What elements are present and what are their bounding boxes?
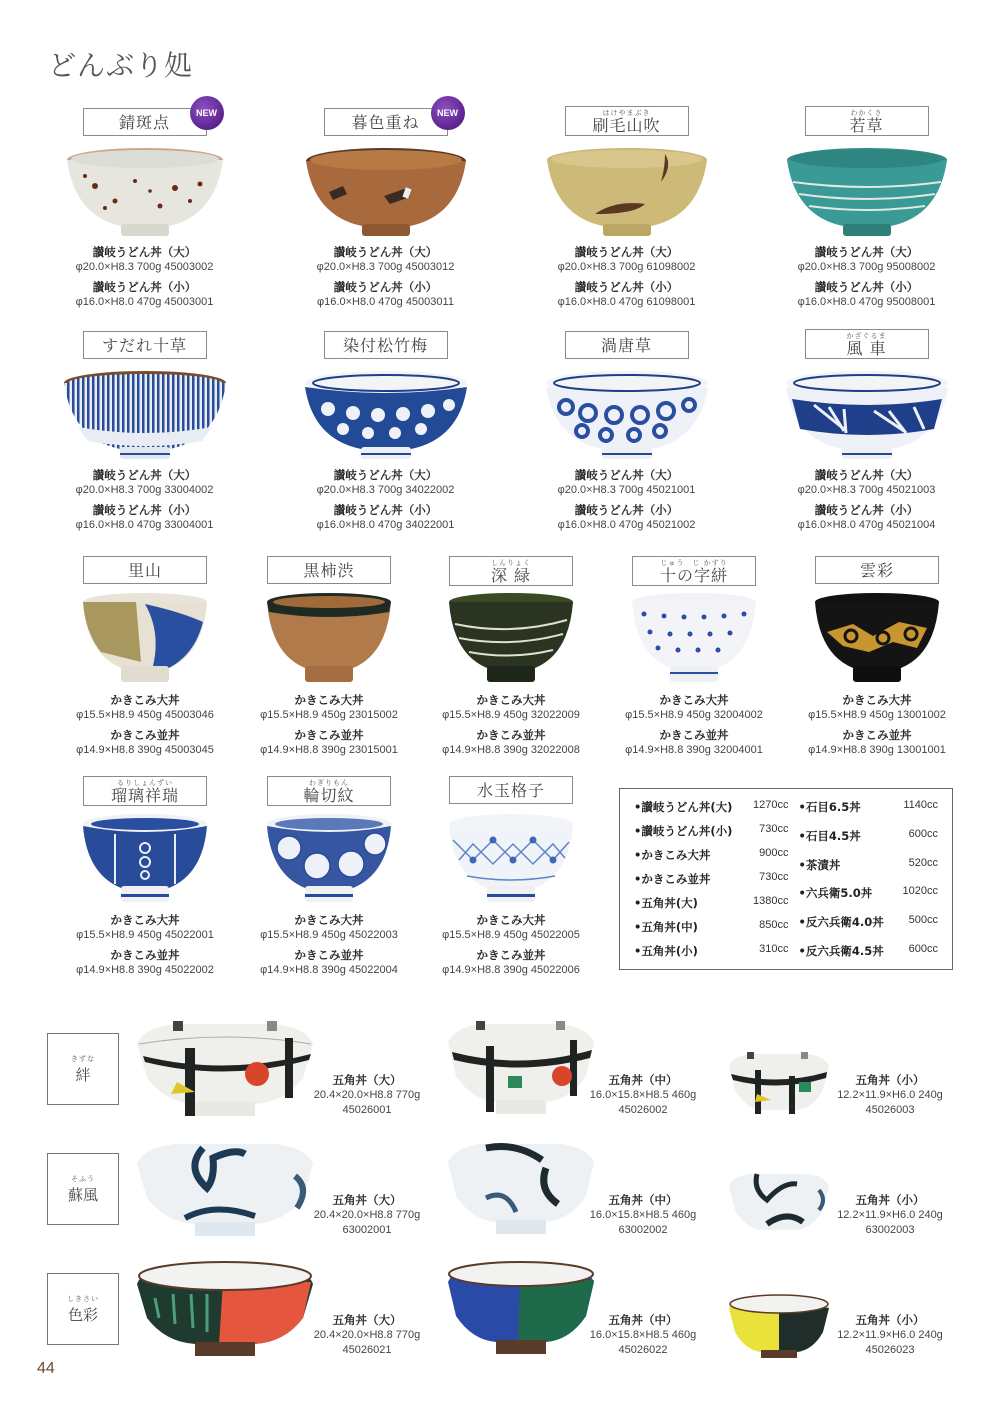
- kakikomi-bowl-unsai-icon: [813, 592, 941, 686]
- capacity-table: [619, 788, 953, 970]
- kakikomi-bowl-shinryoku-icon: [447, 592, 575, 686]
- capacity-row: •反六兵衛4.0丼 500cc: [798, 914, 938, 930]
- udon-bowl-brown-icon: [304, 146, 468, 238]
- product-sabihanten[interactable]: 錆斑点 NEW 讃岐うどん丼（大） φ20.0×H8.3 700g 45003002 讃岐うどん丼（小） φ16.0×H8.0 470g 45003001: [57, 108, 232, 314]
- pentagon-spec: 五角丼（大） 20.4×20.0×H8.8 770g 45026021: [313, 1313, 421, 1356]
- kakikomi-bowl-satoyama-icon: [81, 592, 209, 686]
- capacity-row: •五角丼(小) 310cc: [634, 943, 789, 958]
- product-mizutamagoushi[interactable]: 水玉格子 かきこみ大丼 φ15.5×H8.9 450g 45022005 かきこみ並丼 φ14.9×H8.8 390g 45022006: [430, 776, 592, 982]
- product-satoyama[interactable]: 里山 かきこみ大丼 φ15.5×H8.9 450g 45003046 かきこみ並丼 φ14.9×H8.8 390g 45003045: [64, 556, 226, 762]
- pentagon-spec: 五角丼（中） 16.0×15.8×H8.5 460g 45026002: [589, 1073, 697, 1116]
- capacity-row: •石目6.5丼 1140cc: [798, 799, 938, 814]
- bowl-image: [430, 812, 592, 906]
- udon-bowl-pinwheel-icon: [784, 369, 950, 461]
- bowl-image: [298, 146, 473, 238]
- capacity-row: •かきこみ並丼 730cc: [634, 871, 789, 886]
- series-label-sofu: そふう 蘇風: [47, 1153, 119, 1225]
- capacity-row: •讃岐うどん丼(小) 730cc: [634, 823, 789, 838]
- udon-bowl-swirl-icon: [544, 369, 710, 461]
- pentagon-spec: 五角丼（小） 12.2×11.9×H6.0 240g 45026003: [837, 1073, 943, 1116]
- pentagon-spec: 五角丼（小） 12.2×11.9×H6.0 240g 63002003: [837, 1193, 943, 1236]
- new-badge: NEW: [190, 96, 224, 130]
- pentagon-bowl-kizuna-small-icon: [727, 1050, 831, 1118]
- series-label-shikisai: しきさい 色彩: [47, 1273, 119, 1345]
- pentagon-bowl-shikisai-small-icon: [727, 1292, 831, 1360]
- capacity-column-right: [798, 799, 938, 959]
- series-label: るりしょんずい 瑠璃祥瑞: [83, 776, 207, 806]
- bowl-image: [539, 146, 714, 238]
- bowl-image: [57, 369, 232, 461]
- series-label: はけやまぶき 刷毛山吹: [565, 106, 689, 136]
- bowl-image: [779, 369, 954, 461]
- series-label: しんりょく 深 緑: [449, 556, 573, 586]
- series-label: 水玉格子: [449, 776, 573, 804]
- udon-bowl-teal-icon: [785, 146, 949, 238]
- pentagon-bowl-sofu-small-icon: [727, 1170, 831, 1238]
- series-label: わぎりもん 輪切紋: [267, 776, 391, 806]
- product-wakakusa[interactable]: わかくさ 若草 讃岐うどん丼（大） φ20.0×H8.3 700g 95008002 讃岐うどん丼（小） φ16.0×H8.0 470g 95008001: [779, 106, 954, 314]
- bowl-image: [539, 369, 714, 461]
- product-boshokugasane[interactable]: 暮色重ね NEW 讃岐うどん丼（大） φ20.0×H8.3 700g 45003012 讃岐うどん丼（小） φ16.0×H8.0 470g 45003011: [298, 108, 473, 314]
- product-hakeyamabuki[interactable]: はけやまぶき 刷毛山吹 讃岐うどん丼（大） φ20.0×H8.3 700g 61098002 讃岐うどん丼（小） φ16.0×H8.0 470g 61098001: [539, 106, 714, 314]
- capacity-column-left: [634, 799, 788, 959]
- udon-bowl-yellow-icon: [545, 146, 709, 238]
- pentagon-bowl-kizuna-large-icon: [135, 1018, 315, 1118]
- udon-bowl-stripes-icon: [62, 369, 228, 461]
- series-label: 染付松竹梅: [324, 331, 448, 359]
- series-label: 黒柿渋: [267, 556, 391, 584]
- product-shinryoku[interactable]: しんりょく 深 緑 かきこみ大丼 φ15.5×H8.9 450g 32022009 かきこみ並丼 φ14.9×H8.8 390g 32022008: [430, 556, 592, 762]
- product-junojikasuri[interactable]: じゅう じ かすり 十の字絣 かきこみ大丼 φ15.5×H8.9 450g 32004002 かきこみ並丼 φ14.9×H8.8 390g 32004001: [613, 556, 775, 762]
- new-badge: NEW: [431, 96, 465, 130]
- bowl-image: [613, 592, 775, 686]
- series-label: 雲彩: [815, 556, 939, 584]
- udon-bowl-speckled-icon: [65, 146, 225, 238]
- capacity-row: •茶漬丼 520cc: [798, 856, 938, 872]
- kakikomi-bowl-kurokakishibu-icon: [265, 592, 393, 686]
- capacity-row: •かきこみ大丼 900cc: [634, 847, 789, 862]
- series-label: 里山: [83, 556, 207, 584]
- pentagon-bowl-sofu-large-icon: [135, 1138, 315, 1238]
- pentagon-spec: 五角丼（中） 16.0×15.8×H8.5 460g 45026022: [589, 1313, 697, 1356]
- series-label-kizuna: きずな 絆: [47, 1033, 119, 1105]
- capacity-row: •讃岐うどん丼(大) 1270cc: [634, 799, 789, 814]
- pentagon-spec: 五角丼（大） 20.4×20.0×H8.8 770g 63002001: [313, 1193, 421, 1236]
- series-label: わかくさ 若草: [805, 106, 929, 136]
- pentagon-spec: 五角丼（中） 16.0×15.8×H8.5 460g 63002002: [589, 1193, 697, 1236]
- bowl-image: [57, 146, 232, 238]
- bowl-image: [248, 812, 410, 906]
- bowl-image: [64, 812, 226, 906]
- capacity-row: •反六兵衛4.5丼 600cc: [798, 942, 938, 958]
- bowl-image: [298, 369, 473, 461]
- series-label: すだれ十草: [83, 331, 207, 359]
- product-sometsukeshochikubai[interactable]: 染付松竹梅 讃岐うどん丼（大） φ20.0×H8.3 700g 34022002 讃岐うどん丼（小） φ16.0×H8.0 470g 34022001: [298, 331, 473, 537]
- page-title: どんぶり処: [48, 49, 194, 82]
- pentagon-spec: 五角丼（小） 12.2×11.9×H6.0 240g 45026023: [837, 1313, 943, 1356]
- capacity-row: •六兵衛5.0丼 1020cc: [798, 885, 938, 901]
- series-label: 暮色重ね NEW: [324, 108, 448, 136]
- series-label: かざぐるま 風 車: [805, 329, 929, 359]
- series-label: 錆斑点 NEW: [83, 108, 207, 136]
- kakikomi-bowl-shonzui-icon: [81, 812, 209, 906]
- series-label: 渦唐草: [565, 331, 689, 359]
- capacity-row: •五角丼(大) 1380cc: [634, 895, 789, 910]
- product-wagirimon[interactable]: わぎりもん 輪切紋 かきこみ大丼 φ15.5×H8.9 450g 45022003 かきこみ並丼 φ14.9×H8.8 390g 45022004: [248, 776, 410, 982]
- capacity-row: •石目4.5丼 600cc: [798, 827, 938, 843]
- pentagon-spec: 五角丼（大） 20.4×20.0×H8.8 770g 45026001: [313, 1073, 421, 1116]
- page-number: 44: [37, 1360, 55, 1377]
- pentagon-bowl-shikisai-large-icon: [135, 1258, 315, 1358]
- bowl-image: [64, 592, 226, 686]
- capacity-row: •五角丼(中) 850cc: [634, 919, 789, 934]
- kakikomi-bowl-kasuri-icon: [630, 592, 758, 686]
- udon-bowl-medallions-icon: [303, 369, 469, 461]
- product-sudaretokusa[interactable]: すだれ十草 讃岐うどん丼（大） φ20.0×H8.3 700g 33004002 讃岐うどん丼（小） φ16.0×H8.0 470g 33004001: [57, 331, 232, 537]
- kakikomi-bowl-mizutama-icon: [447, 812, 575, 906]
- kakikomi-bowl-wagiri-icon: [265, 812, 393, 906]
- product-uzukarakusa[interactable]: 渦唐草 讃岐うどん丼（大） φ20.0×H8.3 700g 45021001 讃岐うどん丼（小） φ16.0×H8.0 470g 45021002: [539, 331, 714, 537]
- product-rurishonzui[interactable]: るりしょんずい 瑠璃祥瑞 かきこみ大丼 φ15.5×H8.9 450g 45022001 かきこみ並丼 φ14.9×H8.8 390g 45022002: [64, 776, 226, 982]
- bowl-image: [248, 592, 410, 686]
- series-label: じゅう じ かすり 十の字絣: [632, 556, 756, 586]
- product-unsai[interactable]: 雲彩 かきこみ大丼 φ15.5×H8.9 450g 13001002 かきこみ並丼 φ14.9×H8.8 390g 13001001: [796, 556, 958, 762]
- bowl-image: [779, 146, 954, 238]
- bowl-image: [796, 592, 958, 686]
- product-kazaguruma[interactable]: かざぐるま 風 車 讃岐うどん丼（大） φ20.0×H8.3 700g 45021003 讃岐うどん丼（小） φ16.0×H8.0 470g 45021004: [779, 329, 954, 537]
- product-kurokakishibu[interactable]: 黒柿渋 かきこみ大丼 φ15.5×H8.9 450g 23015002 かきこみ並丼 φ14.9×H8.8 390g 23015001: [248, 556, 410, 762]
- bowl-image: [430, 592, 592, 686]
